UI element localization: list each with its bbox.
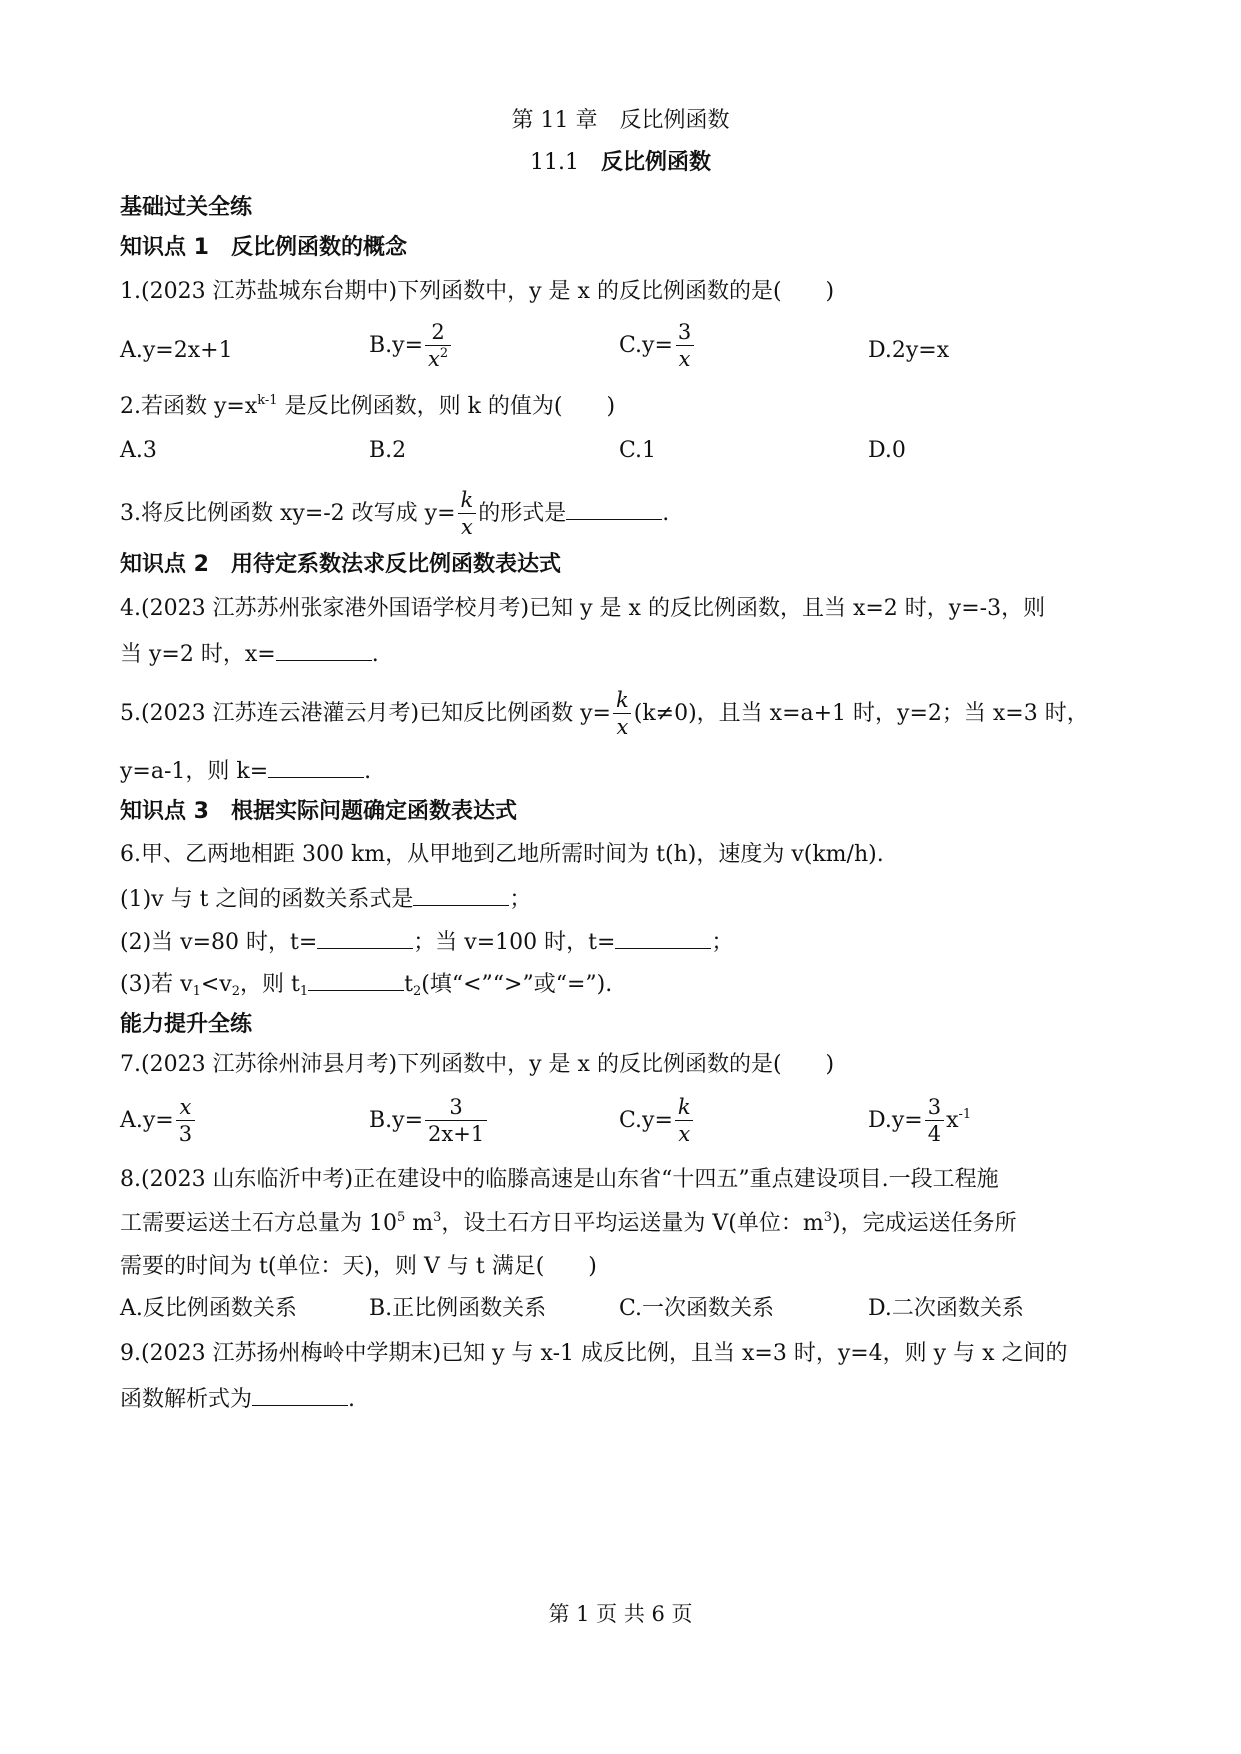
- question-9-line2: 函数解析式为 .: [120, 1383, 355, 1415]
- question-5-line1: 5.(2023 江苏连云港灌云月考)已知反比例函数 y= $\frac{k}{x}$ (k≠0)，且当 x=a+1 时，y=2；当 x=3 时，: [120, 688, 1089, 739]
- section-name: 反比例函数: [600, 150, 711, 175]
- section-number: 11.1: [529, 150, 579, 175]
- heading-knowledge-point-3: 知识点 3 根据实际问题确定函数表达式: [120, 799, 517, 824]
- heading-knowledge-point-1: 知识点 1 反比例函数的概念: [120, 235, 407, 260]
- chapter-title: 第 11 章 反比例函数: [511, 108, 730, 133]
- q7-option-c: C.y= $\frac{k}{x}$: [619, 1097, 696, 1145]
- q1-option-c: C.y= $\frac{3}{x}$: [619, 322, 696, 370]
- question-7-stem: 7.(2023 江苏徐州沛县月考)下列函数中，y 是 x 的反比例函数的是( ): [120, 1052, 835, 1077]
- q6-3-answer-blank[interactable]: [308, 968, 404, 991]
- question-2-stem: 2.若函数 $y=x^{k-1}$ 是反比例函数，则 k 的值为( ): [120, 393, 616, 419]
- q8-option-a: A.反比例函数关系: [120, 1296, 297, 1321]
- q6-1-answer-blank[interactable]: [413, 883, 509, 906]
- q8-option-c: C.一次函数关系: [619, 1296, 775, 1321]
- q2-option-a: A.3: [120, 438, 157, 463]
- question-9-line1: 9.(2023 江苏扬州梅岭中学期末)已知 y 与 x-1 成反比例，且当 x=3 时，y=4，则 y 与 x 之间的: [120, 1341, 1068, 1366]
- q6-2a-answer-blank[interactable]: [317, 926, 413, 949]
- q8-option-b: B.正比例函数关系: [369, 1296, 547, 1321]
- q6-2b-answer-blank[interactable]: [615, 926, 711, 949]
- q1-b-fraction: $\frac{2}{x^2}$: [425, 322, 451, 370]
- q1-c-fraction: $\frac{3}{x}$: [675, 322, 694, 370]
- q7-a-fraction: $\frac{x}{3}$: [176, 1097, 195, 1145]
- q6-part-3: (3)若 $v_1<v_2$，则 $t_1$ $t_2$(填“<”“>”或“=”).: [120, 968, 612, 1000]
- q7-option-d: D.y= $\frac{3}{4}$ $x^{-1}$: [868, 1095, 972, 1146]
- question-6-stem: 6.甲、乙两地相距 300 km，从甲地到乙地所需时间为 t(h)，速度为 v(km/h).: [120, 842, 884, 867]
- q9-answer-blank[interactable]: [252, 1383, 348, 1406]
- section-title: [0, 148, 1241, 178]
- question-1-stem: 1.(2023 江苏盐城东台期中)下列函数中，y 是 x 的反比例函数的是( ): [120, 279, 835, 304]
- q7-option-b: B.y= $\frac{3}{2x+1}$: [369, 1097, 489, 1145]
- q7-b-fraction: $\frac{3}{2x+1}$: [425, 1097, 487, 1145]
- question-8-line3: 需要的时间为 t(单位：天)，则 V 与 t 满足( ): [120, 1254, 597, 1279]
- q7-c-fraction: $\frac{k}{x}$: [675, 1097, 694, 1145]
- heading-ability-practice: 能力提升全练: [120, 1012, 253, 1037]
- q7-option-a: A.y= $\frac{x}{3}$: [120, 1097, 197, 1145]
- question-4-line1: 4.(2023 江苏苏州张家港外国语学校月考)已知 y 是 x 的反比例函数，且当 x=2 时，y=-3，则: [120, 596, 1046, 621]
- q6-part-1: (1)v 与 t 之间的函数关系式是 ；: [120, 883, 531, 915]
- question-8-line1: 8.(2023 山东临沂中考)正在建设中的临滕高速是山东省“十四五”重点建设项目.一段工程施: [120, 1167, 999, 1192]
- heading-knowledge-point-2: 知识点 2 用待定系数法求反比例函数表达式: [120, 552, 561, 577]
- question-8-line2: 工需要运送土石方总量为 $10^5$ $m^3$，设土石方日平均运送量为 V(单位：$m^3$)，完成运送任务所: [120, 1210, 1017, 1236]
- q6-part-2: (2)当 v=80 时，t= ；当 v=100 时，t= ；: [120, 926, 733, 958]
- q1-option-a: A.y=2x+1: [120, 338, 233, 363]
- q1-option-d: D.2y=x: [868, 338, 950, 363]
- q3-fraction: $\frac{k}{x}$: [458, 490, 477, 538]
- question-3: 3.将反比例函数 xy=-2 改写成 y= $\frac{k}{x}$ 的形式是 .: [120, 488, 670, 539]
- q3-answer-blank[interactable]: [566, 497, 662, 520]
- q2-option-b: B.2: [369, 438, 407, 463]
- heading-basic-practice: 基础过关全练: [120, 195, 253, 220]
- q1-option-b: B.y= $\frac{2}{x^2}$: [369, 322, 453, 370]
- q8-option-d: D.二次函数关系: [868, 1296, 1024, 1321]
- question-5-line2: y=a-1，则 k= .: [120, 755, 371, 787]
- question-4-line2: 当 y=2 时，x= .: [120, 638, 379, 670]
- q5-answer-blank[interactable]: [268, 755, 364, 778]
- q2-option-d: D.0: [868, 438, 906, 463]
- page-footer: 第 1 页 共 6 页: [548, 1602, 693, 1626]
- q7-d-fraction: $\frac{3}{4}$: [925, 1097, 944, 1145]
- q5-fraction: $\frac{k}{x}$: [613, 690, 632, 738]
- q4-answer-blank[interactable]: [276, 638, 372, 661]
- q2-option-c: C.1: [619, 438, 657, 463]
